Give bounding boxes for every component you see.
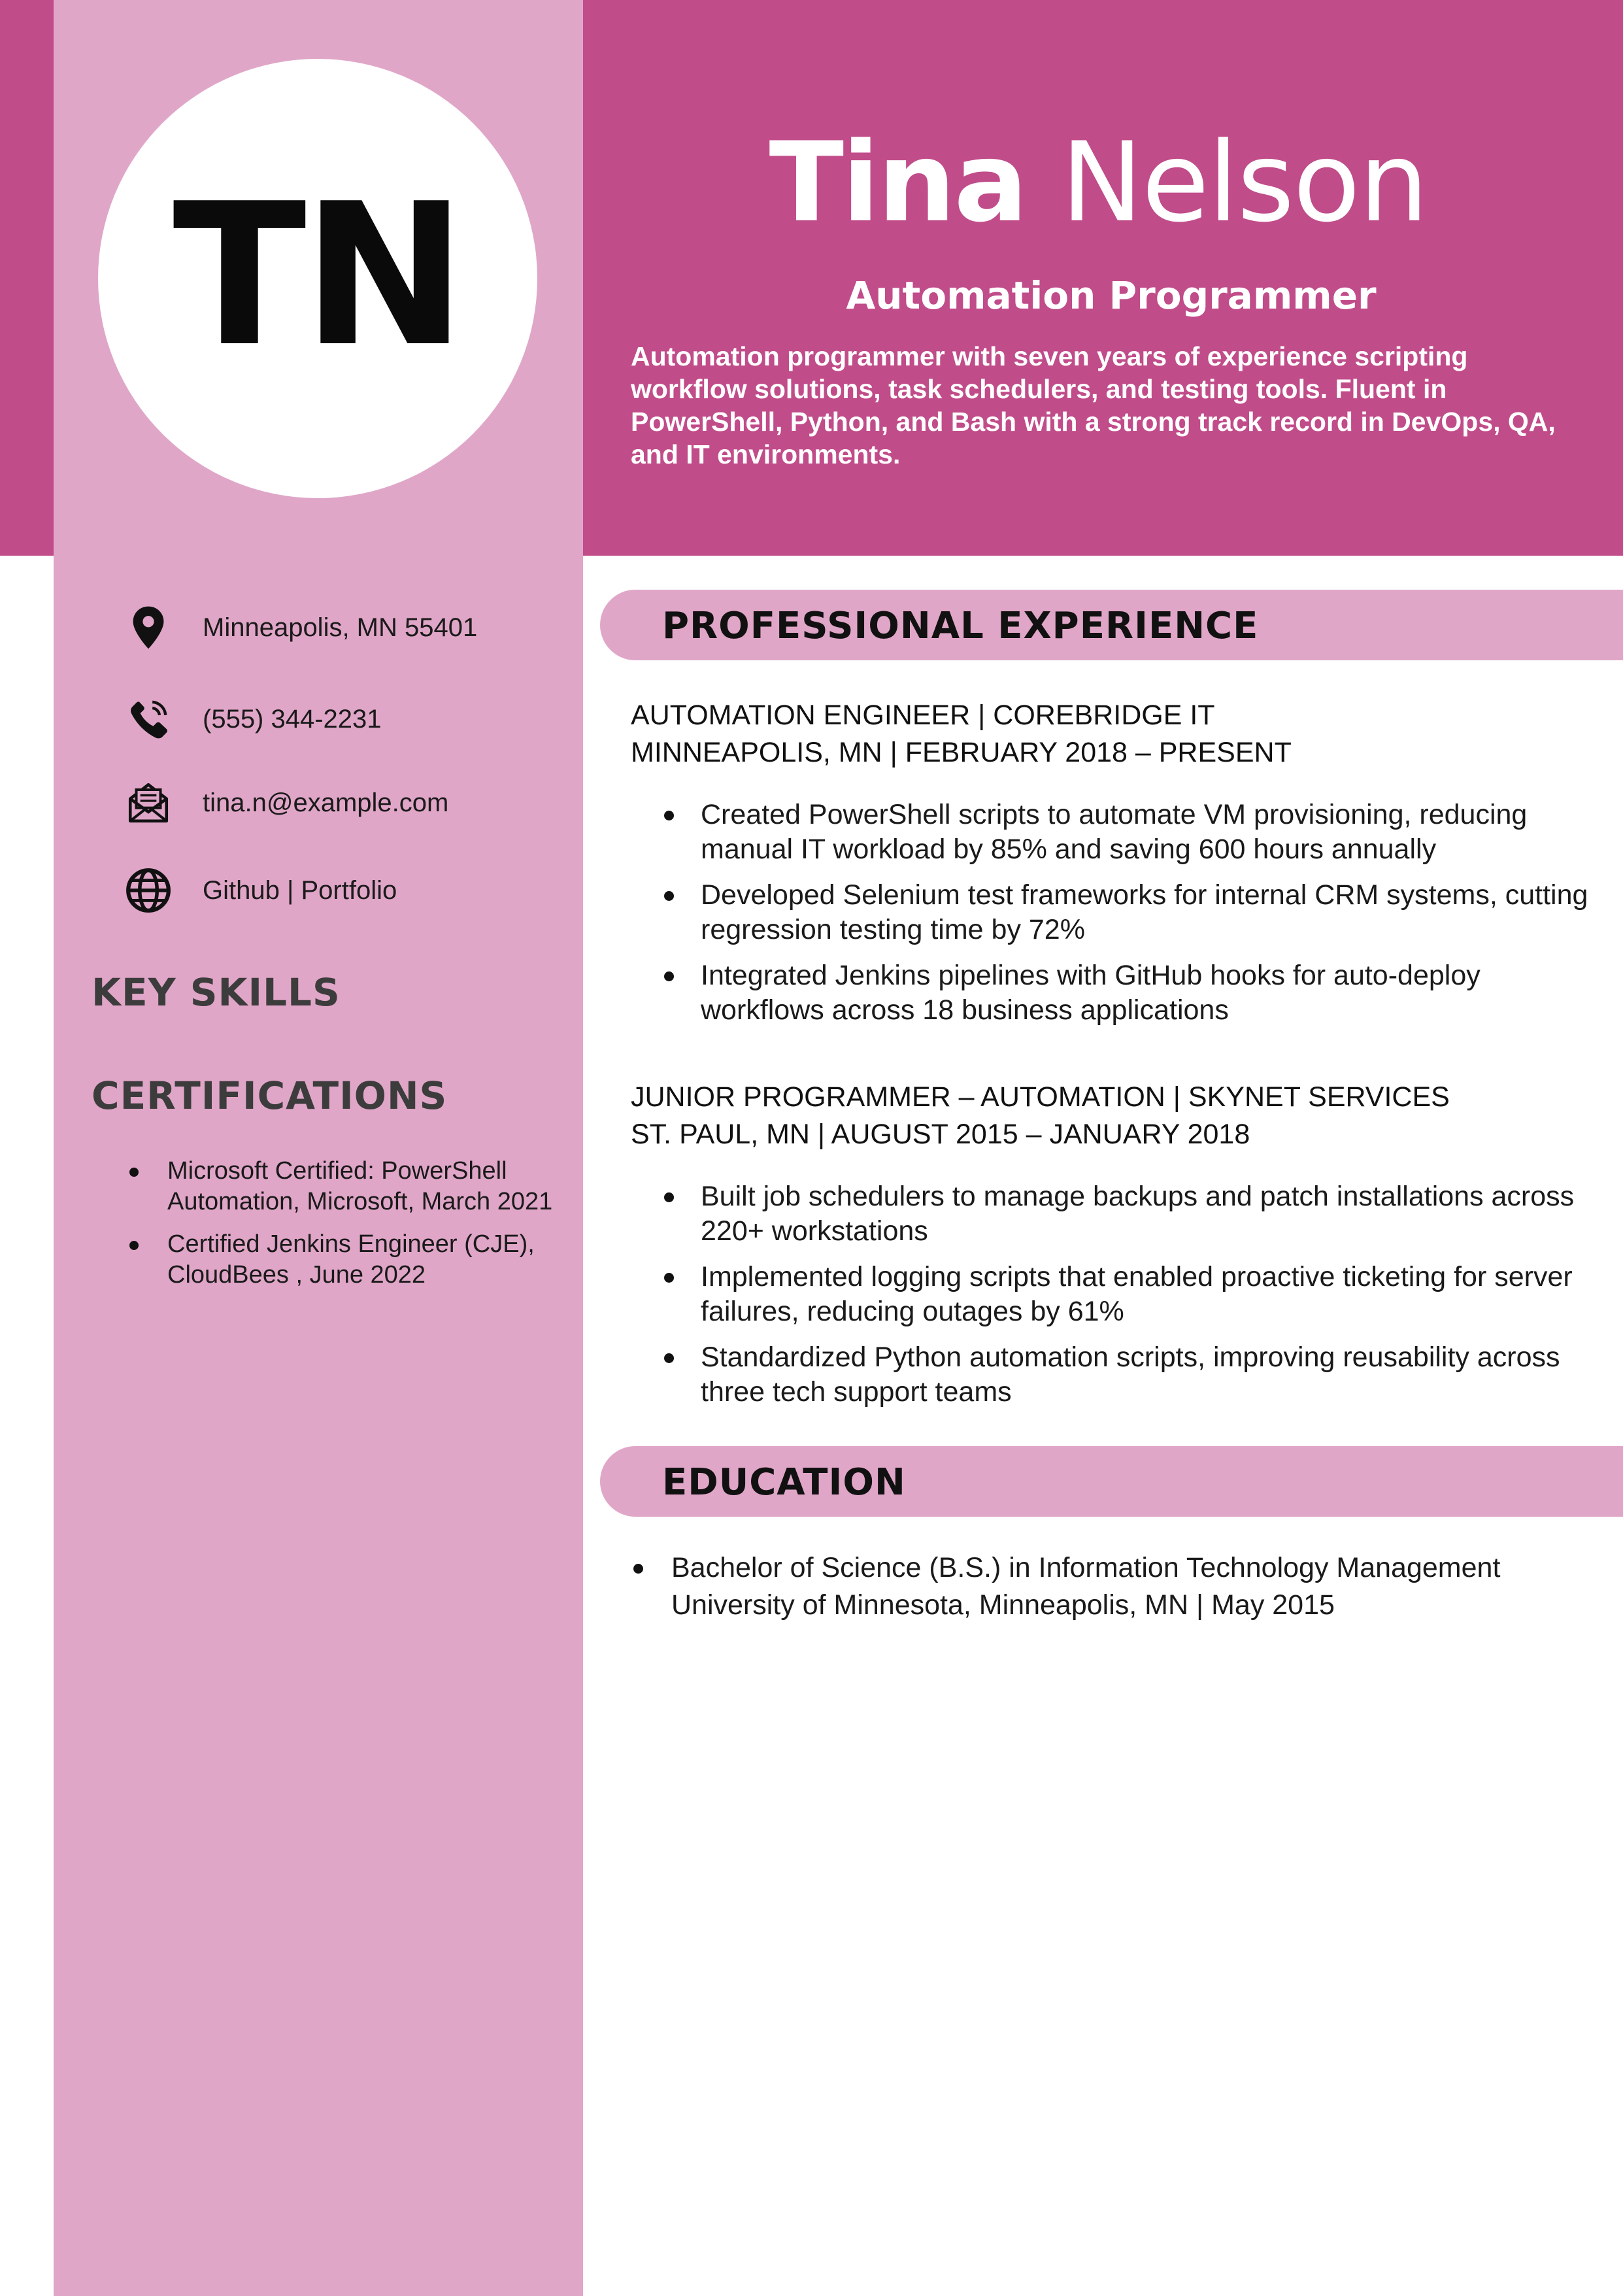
job-bullets (660, 1179, 1588, 1421)
last-name: Nelson (1061, 118, 1428, 246)
job-location-dates: ST. PAUL, MN | AUGUST 2015 – JANUARY 2018 (631, 1119, 1250, 1150)
monogram-circle (98, 59, 537, 498)
certification-item: Microsoft Certified: PowerShell Automation, Microsoft, March 2021 (124, 1156, 556, 1217)
key-skills-heading: KEY SKILLS (92, 970, 341, 1015)
certifications-heading: CERTIFICATIONS (92, 1073, 448, 1118)
job-bullet: Implemented logging scripts that enabled proactive ticketing for server failures, reducing outages by 61% (660, 1260, 1588, 1329)
education-section-bar (600, 1446, 1623, 1517)
job-bullets (660, 798, 1588, 1039)
job-bullet: Built job schedulers to manage backups and patch installations across 220+ workstations (660, 1179, 1588, 1249)
experience-section-bar (600, 590, 1623, 660)
first-name: Tina (769, 118, 1026, 246)
contact-email (124, 770, 569, 836)
summary: Automation programmer with seven years of experience scripting workflow solutions, task schedulers, and testing tools. Fluent in PowerShell, Python, and Bash with a strong track record in DevOps, QA, and IT environments. (631, 341, 1556, 469)
contact-location (124, 595, 569, 660)
job-bullet: Standardized Python automation scripts, improving reusability across three tech support teams (660, 1340, 1588, 1410)
certification-item: Certified Jenkins Engineer (CJE), CloudBees , June 2022 (124, 1229, 556, 1291)
job-bullet: Created PowerShell scripts to automate VM provisioning, reducing manual IT workload by 85% and saving 600 hours annually (660, 798, 1588, 867)
full-name (712, 118, 1484, 246)
email-text[interactable]: tina.n@example.com (203, 788, 449, 817)
job-title-company: JUNIOR PROGRAMMER – AUTOMATION | SKYNET SERVICES (631, 1081, 1450, 1113)
monogram: TN (173, 161, 463, 390)
left-margin-strip (0, 556, 54, 2296)
degree: Bachelor of Science (B.S.) in Information Technology Management (671, 1552, 1501, 1583)
certifications-list (124, 1156, 556, 1302)
job-header (631, 697, 1579, 771)
phone-icon (124, 695, 173, 743)
contact-phone (124, 686, 569, 752)
experience-heading: PROFESSIONAL EXPERIENCE (662, 605, 1259, 647)
job-bullet: Integrated Jenkins pipelines with GitHub hooks for auto-deploy workflows across 18 business applications (660, 958, 1588, 1028)
email-icon (124, 779, 173, 827)
links-text[interactable]: Github | Portfolio (203, 875, 397, 905)
location-pin-icon (124, 603, 173, 652)
globe-icon (124, 866, 173, 915)
contact-links (124, 858, 569, 923)
school: University of Minnesota, Minneapolis, MN | May 2015 (671, 1589, 1335, 1621)
job-header (631, 1079, 1579, 1153)
phone-text[interactable]: (555) 344-2231 (203, 704, 382, 734)
location-text: Minneapolis, MN 55401 (203, 613, 478, 642)
job-location-dates: MINNEAPOLIS, MN | FEBRUARY 2018 – PRESENT (631, 737, 1292, 768)
education-heading: EDUCATION (662, 1461, 906, 1504)
job-title-company: AUTOMATION ENGINEER | COREBRIDGE IT (631, 700, 1215, 731)
education-list (631, 1549, 1579, 1624)
education-item (631, 1549, 1579, 1624)
job-title: Automation Programmer (846, 273, 1377, 318)
job-bullet: Developed Selenium test frameworks for internal CRM systems, cutting regression testing time by 72% (660, 878, 1588, 947)
